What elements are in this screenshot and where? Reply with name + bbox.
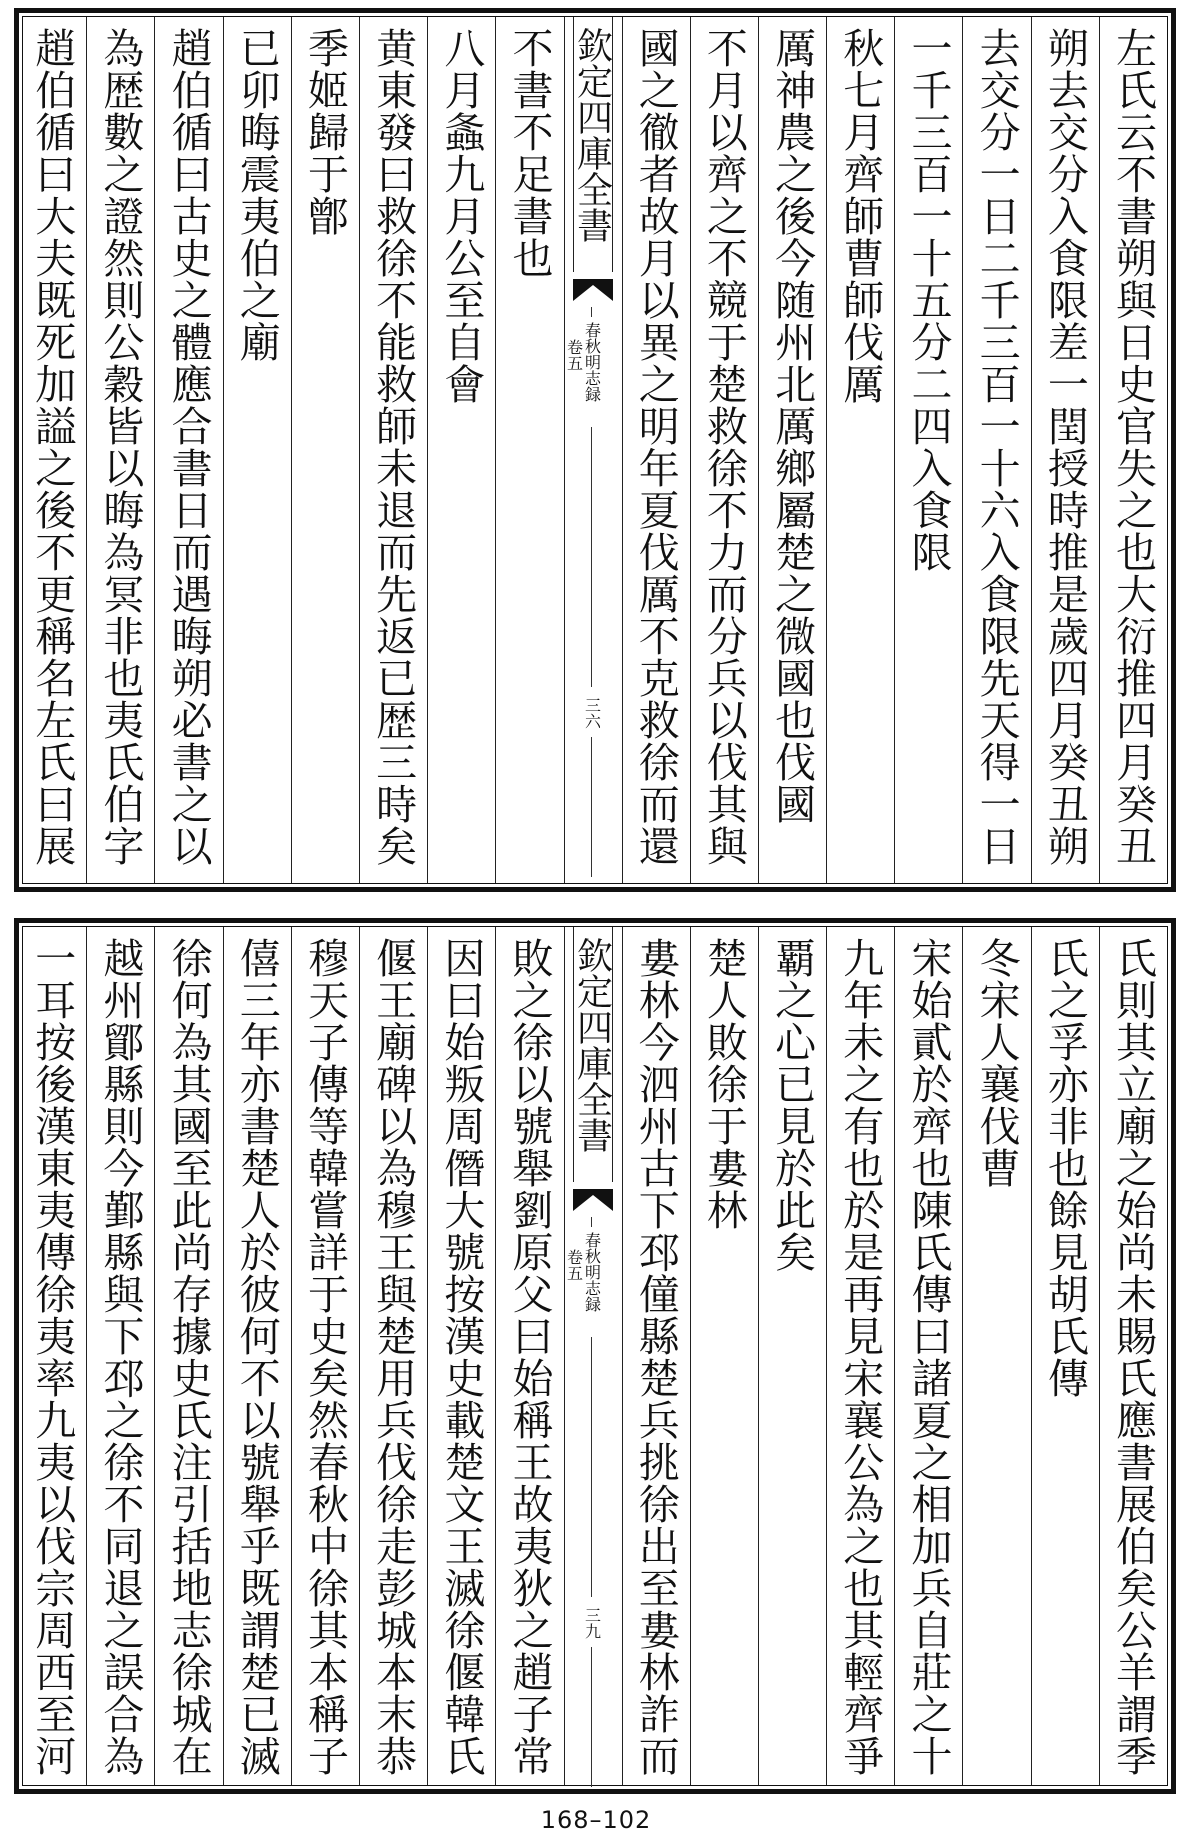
text-column: 氏則其立廟之始尚未賜氏應書展伯矣公羊謂季 bbox=[1099, 927, 1167, 1785]
gutter-book-title: 春秋明志録 bbox=[582, 322, 602, 402]
text-column: 越州鄮縣則今鄞縣與下邳之徐不同退之誤合為 bbox=[86, 927, 154, 1785]
gutter-rule bbox=[591, 1337, 592, 1597]
text-column: 因曰始叛周僭大號按漢史載楚文王滅徐偃韓氏 bbox=[427, 927, 495, 1785]
text-column: 敗之徐以號舉劉原父曰始稱王故夷狄之趙子常 bbox=[495, 927, 563, 1785]
text-column: 覇之心已見於此矣 bbox=[758, 927, 826, 1785]
gutter-book-title: 春秋明志録 bbox=[582, 1232, 602, 1312]
text-column: 左氏云不書朔與日史官失之也大衍推四月癸丑 bbox=[1099, 17, 1167, 883]
gutter-rule bbox=[591, 427, 592, 687]
text-column: 八月螽九月公至自會 bbox=[427, 17, 495, 883]
text-column: 趙伯循曰古史之體應合書日而遇晦朔必書之以 bbox=[154, 17, 222, 883]
center-gutter bbox=[564, 927, 622, 1785]
text-column: 九年未之有也於是再見宋襄公為之也其輕齊爭 bbox=[826, 927, 894, 1785]
gutter-rule bbox=[591, 1647, 592, 1787]
text-column: 氏之孚亦非也餘見胡氏傳 bbox=[1031, 927, 1099, 1785]
text-column: 去交分一日二千三百一十六入食限先天得一日 bbox=[962, 17, 1030, 883]
gutter-volume: 卷五 bbox=[564, 339, 584, 371]
text-column: 婁林今泗州古下邳僮縣楚兵挑徐出至婁林詐而 bbox=[622, 927, 690, 1785]
text-columns-bottom bbox=[23, 927, 1167, 1785]
gutter-leaf-number: 三六 bbox=[582, 697, 602, 729]
text-column: 不書不足書也 bbox=[495, 17, 563, 883]
text-column: 季姬歸于鄫 bbox=[291, 17, 359, 883]
text-column: 冬宋人襄伐曹 bbox=[962, 927, 1030, 1785]
text-column: 徐何為其國至此尚存據史氏注引括地志徐城在 bbox=[154, 927, 222, 1785]
text-column: 朔去交分入食限差一閏授時推是歲四月癸丑朔 bbox=[1031, 17, 1099, 883]
text-column: 厲神農之後今随州北厲鄉屬楚之微國也伐國 bbox=[758, 17, 826, 883]
text-column: 僖三年亦書楚人於彼何不以號舉乎既謂楚已滅 bbox=[223, 927, 291, 1785]
text-column: 黄東發曰救徐不能救師未退而先返已歴三時矣 bbox=[359, 17, 427, 883]
page-bottom bbox=[14, 918, 1176, 1794]
text-column: 偃王廟碑以為穆王與楚用兵伐徐走彭城本末恭 bbox=[359, 927, 427, 1785]
text-column: 已卯晦震夷伯之廟 bbox=[223, 17, 291, 883]
text-column: 不月以齊之不競于楚救徐不力而分兵以伐其與 bbox=[690, 17, 758, 883]
text-columns-top bbox=[23, 17, 1167, 883]
text-column: 一耳按後漢東夷傳徐夷率九夷以伐宗周西至河 bbox=[28, 937, 77, 1777]
gutter-rule bbox=[591, 307, 592, 317]
text-column: 穆天子傳等韓嘗詳于史矣然春秋中徐其本稱子 bbox=[291, 927, 359, 1785]
fish-tail-mark-icon bbox=[573, 279, 613, 301]
page-number-footer: 168–102 bbox=[540, 1806, 652, 1834]
text-column: 宋始貳於齊也陳氏傳曰諸夏之相加兵自莊之十 bbox=[894, 927, 962, 1785]
text-column: 楚人敗徐于婁林 bbox=[690, 927, 758, 1785]
gutter-title: 欽定四庫全書 bbox=[573, 927, 613, 1182]
fish-tail-mark-icon bbox=[573, 1189, 613, 1211]
text-column: 秋七月齊師曹師伐厲 bbox=[826, 17, 894, 883]
page-top-frame bbox=[22, 16, 1168, 884]
text-column: 趙伯循曰大夫既死加謚之後不更稱名左氏曰展 bbox=[28, 27, 77, 867]
page-bottom-frame bbox=[22, 926, 1168, 1786]
text-column: 一千三百一十五分二四入食限 bbox=[894, 17, 962, 883]
center-gutter bbox=[564, 17, 622, 883]
gutter-volume: 卷五 bbox=[564, 1249, 584, 1281]
gutter-title: 欽定四庫全書 bbox=[573, 17, 613, 272]
gutter-rule bbox=[591, 737, 592, 877]
gutter-rule bbox=[591, 1217, 592, 1227]
text-column: 為歴數之證然則公穀皆以晦為冥非也夷氏伯字 bbox=[86, 17, 154, 883]
gutter-leaf-number: 三九 bbox=[582, 1607, 602, 1639]
text-column: 國之徹者故月以異之明年夏伐厲不克救徐而還 bbox=[622, 17, 690, 883]
page-top bbox=[14, 8, 1176, 892]
